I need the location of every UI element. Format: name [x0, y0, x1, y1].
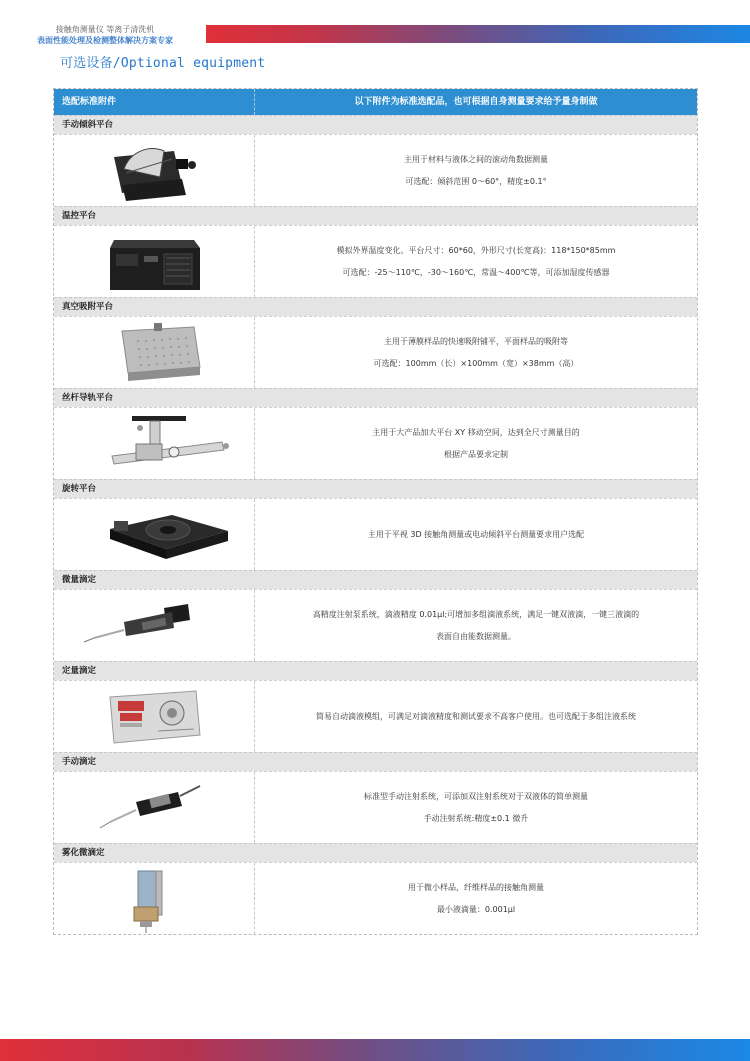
manual-dispenser-photo — [54, 772, 255, 843]
tagline-products: 接触角测量仪 等离子清洗机 — [55, 25, 155, 34]
footer-gradient-bar — [0, 1039, 750, 1061]
equipment-table — [53, 88, 698, 935]
section-title: 雾化微滴定 — [54, 843, 697, 862]
atomized-micro-dispenser-photo — [54, 863, 255, 934]
row-description — [255, 317, 697, 388]
desc-line: 可选配：-25～110℃，-30～160℃，常温～400℃等，可添加湿度传感器 — [342, 267, 610, 277]
col-header-note: 以下附件为标准选配品，也可根据自身测量要求给予量身制做 — [354, 97, 598, 107]
table-row — [54, 862, 697, 934]
row-description — [255, 772, 697, 843]
desc-line: 最小液滴量：0.001μl — [436, 904, 516, 914]
table-header — [54, 89, 697, 115]
desc-line: 根据产品要求定制 — [444, 449, 508, 459]
table-row — [54, 407, 697, 479]
desc-line: 可选配：100mm（长）×100mm（宽）×38mm（高） — [373, 358, 579, 368]
screw-rail-stage-photo — [54, 408, 255, 479]
desc-line: 主用于平视 3D 接触角测量或电动倾斜平台测量要求用户选配 — [367, 529, 585, 539]
col-header-accessory: 选配标准附件 — [54, 89, 255, 115]
row-description — [255, 499, 697, 570]
desc-line: 主用于材料与液体之间的滚动角数据测量 — [404, 154, 548, 164]
table-row — [54, 225, 697, 297]
row-description — [255, 863, 697, 934]
section-title: 真空吸附平台 — [54, 297, 697, 316]
row-description — [255, 408, 697, 479]
desc-line: 标准型手动注射系统，可添加双注射系统对于双液体的简单测量 — [364, 791, 588, 801]
desc-line: 表面自由能数据测量。 — [436, 631, 516, 641]
row-description — [255, 590, 697, 661]
section-title: 手动倾斜平台 — [54, 115, 697, 134]
tagline-slogan: 表面性能处理及检测整体解决方案专家 — [37, 36, 173, 45]
manual-tilt-stage-photo — [54, 135, 255, 206]
table-row — [54, 134, 697, 206]
desc-line: 高精度注射泵系统，滴液精度 0.01μl;可增加多组滴液系统，满足一键双液滴，一键三液滴的 — [312, 609, 640, 619]
section-title: 丝杆导轨平台 — [54, 388, 697, 407]
section-title: 温控平台 — [54, 206, 697, 225]
table-row — [54, 771, 697, 843]
row-description — [255, 681, 697, 752]
table-row — [54, 316, 697, 388]
company-tagline — [0, 24, 210, 46]
quantitative-dispenser-photo — [54, 681, 255, 752]
desc-line: 用于微小样品，纤维样品的接触角测量 — [408, 882, 544, 892]
section-title: 定量滴定 — [54, 661, 697, 680]
desc-line: 手动注射系统:精度±0.1 微升 — [423, 813, 529, 823]
row-description — [255, 135, 697, 206]
table-row — [54, 498, 697, 570]
header-gradient-bar — [206, 25, 750, 43]
desc-line: 可选配：倾斜范围 0～60°，精度±0.1° — [405, 176, 547, 186]
vacuum-stage-photo — [54, 317, 255, 388]
section-title: 旋转平台 — [54, 479, 697, 498]
row-description — [255, 226, 697, 297]
rotary-stage-photo — [54, 499, 255, 570]
desc-line: 模拟外界温度变化。平台尺寸：60*60，外形尺寸(长宽高)：118*150*85mm — [336, 245, 616, 255]
section-title: 微量滴定 — [54, 570, 697, 589]
desc-line: 主用于薄膜样品的快速吸附铺平，平面样品的吸附等 — [384, 336, 568, 346]
table-row — [54, 680, 697, 752]
temperature-stage-photo — [54, 226, 255, 297]
desc-line: 简易自动滴液模组，可满足对滴液精度和测试要求不高客户使用。也可选配于多组注液系统 — [316, 711, 636, 721]
micro-dispenser-photo — [54, 590, 255, 661]
table-row — [54, 589, 697, 661]
page-title: 可选设备/Optional equipment — [60, 56, 266, 71]
section-title: 手动滴定 — [54, 752, 697, 771]
desc-line: 主用于大产品加大平台 XY 移动空间，达到全尺寸测量目的 — [372, 427, 580, 437]
